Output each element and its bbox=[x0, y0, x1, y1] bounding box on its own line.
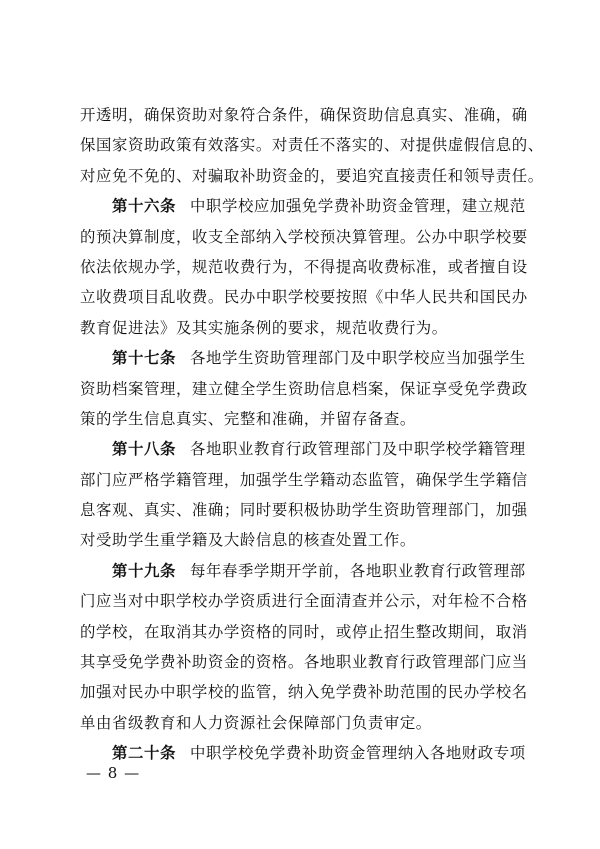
article-20-text: 中职学校免学费补助资金管理纳入各地财政专项 bbox=[189, 744, 526, 763]
article-17-title: 第十七条 bbox=[112, 349, 176, 368]
article-19-text: 每年春季学期开学前，各地职业教育行政管理部 bbox=[189, 561, 526, 580]
paragraph-line: 资助档案管理，建立健全学生资助信息档案，保证享受免学费政 bbox=[80, 379, 528, 398]
article-18-title: 第十八条 bbox=[112, 440, 176, 459]
paragraph-line: 的学校，在取消其办学资格的同时，或停止招生整改期间，取消 bbox=[80, 622, 528, 641]
article-17-first-line bbox=[80, 343, 526, 373]
paragraph-line: 门应当对中职学校办学资质进行全面清查并公示，对年检不合格 bbox=[80, 592, 528, 611]
paragraph-line: 部门应严格学籍管理，加强学生学籍动态监管，确保学生学籍信 bbox=[80, 470, 528, 489]
paragraph-line: 其享受免学费补助资金的资格。各地职业教育行政管理部门应当 bbox=[80, 653, 528, 672]
article-17-text: 各地学生资助管理部门及中职学校应当加强学生 bbox=[189, 349, 526, 368]
paragraph-line: 的预决算制度，收支全部纳入学校预决算管理。公办中职学校要 bbox=[80, 227, 528, 246]
article-16-first-line bbox=[80, 191, 526, 221]
paragraph-line: 保国家资助政策有效落实。对责任不落实的、对提供虚假信息的、 bbox=[80, 136, 544, 155]
paragraph-line: 单由省级教育和人力资源社会保障部门负责审定。 bbox=[80, 713, 432, 732]
article-19-first-line bbox=[80, 556, 526, 586]
paragraph-line: 加强对民办中职学校的监管，纳入免学费补助范围的民办学校名 bbox=[80, 683, 528, 702]
paragraph-line: 教育促进法》及其实施条例的要求，规范收费行为。 bbox=[80, 318, 448, 337]
paragraph-line: 依法依规办学，规范收费行为，不得提高收费标准，或者擅自设 bbox=[80, 257, 528, 276]
paragraph-line: 策的学生信息真实、完整和准确，并留存备查。 bbox=[80, 409, 416, 428]
article-20-title: 第二十条 bbox=[112, 744, 176, 763]
article-18-text: 各地职业教育行政管理部门及中职学校学籍管理 bbox=[189, 440, 526, 459]
article-20-first-line bbox=[80, 738, 526, 768]
article-16-text: 中职学校应加强免学费补助资金管理，建立规范 bbox=[189, 197, 526, 216]
article-18-first-line bbox=[80, 434, 526, 464]
paragraph-line: 对应免不免的、对骗取补助资金的，要追究直接责任和领导责任。 bbox=[80, 166, 544, 185]
paragraph-line: 立收费项目乱收费。民办中职学校要按照《中华人民共和国民办 bbox=[80, 288, 528, 307]
article-19-title: 第十九条 bbox=[112, 561, 176, 580]
page-number: — 8 — bbox=[86, 764, 141, 782]
paragraph-line: 对受助学生重学籍及大龄信息的核查处置工作。 bbox=[80, 531, 416, 550]
paragraph-line: 开透明，确保资助对象符合条件，确保资助信息真实、准确，确 bbox=[80, 106, 528, 124]
article-16-title: 第十六条 bbox=[112, 197, 176, 216]
paragraph-line: 息客观、真实、准确；同时要积极协助学生资助管理部门，加强 bbox=[80, 501, 528, 520]
body-text bbox=[80, 100, 544, 769]
